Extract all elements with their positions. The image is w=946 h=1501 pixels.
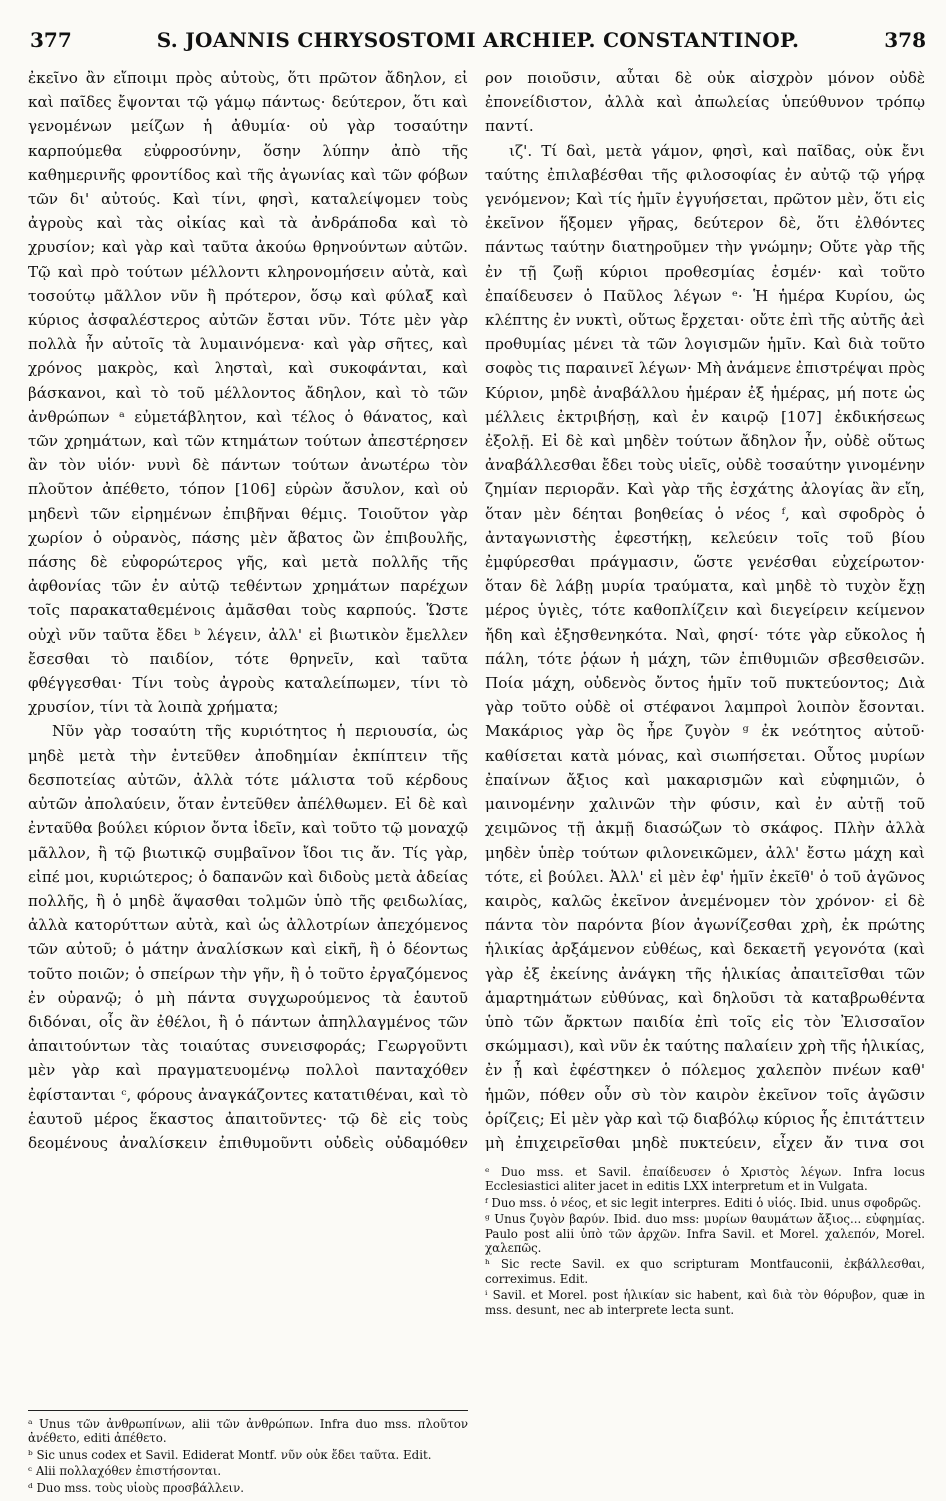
footnote: ʰ Sic recte Savil. ex quo scripturam Montfauconii, ἐκβάλλεσθαι, correximus. Edit. xyxy=(485,1257,925,1286)
page-number-right: 378 xyxy=(884,28,926,52)
footnote: ᵃ Unus τῶν ἀνθρωπίνων, alii τῶν ἀνθρώπων. Infra duo mss. πλοῦτον ἀνέθετο, editi ἀπέθετο. xyxy=(28,1417,468,1446)
footnote: ᶠ Duo mss. ὁ νέος, et sic legit interpres. Editi ὁ υἱός. Ibid. unus σφοδρῶς. xyxy=(485,1195,922,1210)
footnote: ᵉ Duo mss. et Savil. ἐπαίδευσεν ὁ Χριστὸς λέγων. Infra locus Ecclesiastici aliter jacet in editis LXX interpretum et in Vulgata. xyxy=(485,1165,925,1194)
left-paragraph-1: ἐκεῖνο ἂν εἴποιμι πρὸς αὐτοὺς, ὅτι πρῶτον ἄδηλον, εἰ καὶ παῖδες ἔψονται τῷ γάμῳ πάντως· δεύτερον, ὅτι καὶ γενομένων μείζων ἡ ἀθυμία· οὐ γὰρ τοσαύτην καρπούμεθα εὐφροσύνην, ὅσην λύπην ἀπὸ τῆς καθημερινῆς φροντίδος καὶ τῆς ἀγωνίας καὶ τῶν φόβων τῶν δι' αὐτούς. Καὶ τίνι, φησὶ, καταλείψομεν τοὺς ἀγροὺς καὶ τὰς οἰκίας καὶ τὰ ἀνδράποδα καὶ τὸ χρυσίον; καὶ γὰρ καὶ ταῦτα ἀκούω θρηνούντων αὐτῶν. Τῷ καὶ πρὸ τούτων μέλλοντι κληρονομήσειν αὐτὰ, καὶ τοσούτῳ μᾶλλον νῦν ἢ πρότερον, ὅσῳ καὶ φύλαξ καὶ κύριος ἀσφαλέστερος αὐτῶν ἔσται νῦν. Τότε μὲν γὰρ πολλὰ ἦν αὐτοῖς τὰ λυμαινόμενα· καὶ γὰρ σῆτες, καὶ χρόνος μακρὸς, καὶ λησταὶ, καὶ συκοφάνται, καὶ βάσκανοι, καὶ τὸ τοῦ μέλλοντος ἄδηλον, καὶ τὸ τῶν ἀνθρώπων ᵃ εὐμετάβλητον, καὶ τέλος ὁ θάνατος, καὶ τῶν χρημάτων, καὶ τῶν κτημάτων τούτων ἀπεστέρησεν ἂν τὸν υἱόν· νυνὶ δὲ πάντων τούτων ἀνωτέρω τὸν πλοῦτον ἀπέθετο, τόπον [106] εὑρὼν ἄσυλον, καὶ οὐ μηδενὶ τῶν εἰρημένων ἐπιβῆναι θέμις. Τοιοῦτον γὰρ χωρίον ὁ οὐρανὸς, πάσης μὲν ἄβατος ὢν ἐπιβουλῆς, πάσης δὲ εὐφορώτερος γῆς, καὶ μετὰ πολλῆς τῆς ἀφθονίας τῶν ἐν αὐτῷ τεθέντων χρημάτων παρέχων τοῖς παρακαταθεμένοις ἀμᾶσθαι τοὺς καρπούς. Ὥστε οὐχὶ νῦν ταῦτα ἔδει ᵇ λέγειν, ἀλλ' εἰ βιωτικὸν ἔμελλεν ἔσεσθαι τὸ παιδίον, τότε θρηνεῖν, καὶ ταῦτα φθέγγεσθαι· Τίνι τοὺς ἀγροὺς καταλείπωμεν, τίνι τὸ χρυσίον, τίνι τὰ λοιπὰ χρήματα; xyxy=(28,69,468,717)
footnote: ᵇ Sic unus codex et Savil. Ediderat Montf. νῦν οὐκ ἔδει ταῦτα. Edit. xyxy=(28,1447,432,1462)
left-column xyxy=(28,66,468,1156)
right-paragraph-1: ρον ποιοῦσιν, αὗται δὲ οὐκ αἰσχρὸν μόνον οὐδὲ ἐπονείδιστον, ἀλλὰ καὶ ἀπωλείας ὑπεύθυνον τρόπῳ παντί. xyxy=(485,69,925,136)
left-paragraph-2: Νῦν γὰρ τοσαύτη τῆς κυριότητος ἡ περιουσία, ὡς μηδὲ μετὰ τὴν ἐντεῦθεν ἀποδημίαν ἐκπίπτειν τῆς δεσποτείας αὐτῶν, ἀλλὰ τότε μάλιστα τοῦ κέρδους αὐτῶν ἀπολαύειν, ὅταν ἐντεῦθεν ἀπέλθωμεν. Εἰ δὲ καὶ ἐνταῦθα βούλει κύριον ὄντα ἰδεῖν, καὶ τοῦτο τῷ μοναχῷ μᾶλλον, ἢ τῷ βιωτικῷ συμβαῖνον ἴδοι τις ἄν. Τίς γὰρ, εἰπέ μοι, κυριώτερος; ὁ δαπανῶν καὶ διδοὺς μετὰ ἀδείας πολλῆς, ἢ ὁ μηδὲ ἅψασθαι τολμῶν ὑπὸ τῆς φειδωλίας, ἀλλὰ κατορύττων αὐτὰ, καὶ ὡς ἀλλοτρίων ἀπεχόμενος τῶν αὐτοῦ; ὁ μάτην ἀναλίσκων καὶ εἰκῆ, ἢ ὁ δέοντως τοῦτο ποιῶν; ὁ σπείρων τὴν γῆν, ἢ ὁ τοῦτο ἐργαζόμενος ἐν οὐρανῷ; ὁ μὴ πάντα συγχωρούμενος τὰ ἑαυτοῦ διδόναι, οἷς ἂν ἐθέλοι, ἢ ὁ πάντων ἀπηλλαγμένος τῶν ἀπαιτούντων τὰς τοιαύτας συνεισφοράς; Γεωργοῦντι μὲν γὰρ καὶ πραγματευομένῳ πολλοὶ πανταχόθεν ἐφίστανται ᶜ, φόρους ἀναγκάζοντες κατατιθέναι, καὶ τὸ ἑαυτοῦ μέρος ἕκαστος ἀπαιτοῦντες· τῷ δὲ εἰς τοὺς δεομένους ἀναλίσκειν ἐπιθυμοῦντι οὐδεὶς οὐδαμόθεν xyxy=(28,722,468,1152)
running-header xyxy=(30,28,926,54)
right-paragraph-2: ιζ'. Τί δαὶ, μετὰ γάμον, φησὶ, καὶ παῖδας, οὐκ ἔνι ταύτης ἐπιλαβέσθαι τῆς φιλοσοφίας ἐν αὐτῷ τῷ γήρᾳ γενόμενον; Καὶ τίς ἡμῖν ἐγγυήσεται, πρῶτον μὲν, ὅτι εἰς ἐκεῖνον ἥξομεν γῆρας, δεύτερον δὲ, ὅτι ἐλθόντες πάντως ταύτην διατηροῦμεν τὴν γνώμην; Οὔτε γὰρ τῆς ἐν τῇ ζωῇ κύριοι προθεσμίας ἐσμέν· καὶ τοῦτο ἐπαίδευσεν ὁ Παῦλος λέγων ᵉ· Ἡ ἡμέρα Κυρίου, ὡς κλέπτης ἐν νυκτὶ, οὕτως ἔρχεται· οὔτε ἐπὶ τῆς αὐτῆς ἀεὶ προθυμίας μένει τὰ τῶν λογισμῶν ἡμῖν. Καὶ διὰ τοῦτο σοφὸς τις παραινεῖ λέγων· Μὴ ἀνάμενε ἐπιστρέψαι πρὸς Κύριον, μηδὲ ἀναβάλλου ἡμέραν ἐξ ἡμέρας, μή ποτε ὡς μέλλεις ἐκτριβήσῃ, καὶ ἐν καιρῷ [107] ἐκδικήσεως ἐξολῇ. Εἰ δὲ καὶ μηδὲν τούτων ἄδηλον ἦν, οὐδὲ οὕτως ἀναβάλλεσθαι ἔδει τοὺς υἱεῖς, οὐδὲ τοσαύτην γινομένην ζημίαν περιορᾶν. Καὶ γὰρ τῆς ἐσχάτης ἀλογίας ἂν εἴη, ὅταν μὲν δέηται βοηθείας ὁ νέος ᶠ, καὶ σφοδρὸς ὁ ἀνταγωνιστὴς ἐφεστήκῃ, κελεύειν τοῖς τοῦ βίου ἐμφύρεσθαι πράγμασιν, ὥστε γενέσθαι εὐχείρωτον· ὅταν δὲ λάβῃ μυρία τραύματα, καὶ μηδὲ τὸ τυχὸν ἔχῃ μέρος ὑγιὲς, τότε καθοπλίζειν καὶ διεγείρειν κείμενον ἤδη καὶ ἐξησθενηκότα. Ναὶ, φησί· τότε γὰρ εὔκολος ἡ πάλη, τότε ῥᾴων ἡ μάχη, τῶν ἐπιθυμιῶν σβεσθεισῶν. Ποία μάχη, οὐδενὸς ὄντος ἡμῖν τοῦ πυκτεύοντος; Διὰ γὰρ τοῦτο οὐδὲ οἱ στέφανοι λαμπροὶ λοιπὸν ἔσονται. Μακάριος γὰρ ὃς ἦρε ζυγὸν ᵍ ἐκ νεότητος αὐτοῦ· καθίσεται κατὰ μόνας, καὶ σιωπήσεται. Οὗτος μυρίων ἐπαίνων ἄξιος καὶ μακαρισμῶν καὶ εὐφημιῶν, ὁ μαινομένην χαλινῶν τὴν φύσιν, καὶ ἐν αὐτῇ τοῦ χειμῶνος τῇ ἀκμῇ διασώζων τὸ σκάφος. Πλὴν ἀλλὰ μηδὲν ὑπὲρ τούτων φιλονεικῶμεν, ἀλλ' ἔστω μάχη καὶ τότε, εἰ βούλει. Ἀλλ' εἰ μὲν ἐφ' ἡμῖν ἐκεῖθ' ὁ τοῦ ἀγῶνος καιρὸς, καλῶς ἐκεῖνον ἀνεμένομεν τὸν χρόνον· εἰ δὲ πάντα τὸν παρόντα βίον ἀγωνίζεσθαι χρὴ, ἐκ πρώτης ἡλικίας ἀρξάμενον εὐθέως, καὶ δεκαετῆ γεγονότα (καὶ γὰρ ἐξ ἐκείνης ἀνάγκη τῆς ἡλικίας ἀπαιτεῖσθαι τῶν ἁμαρτημάτων εὐθύνας, καὶ δηλοῦσι τὰ καταβρωθέντα ὑπὸ τῶν ἄρκτων παιδία ἐπὶ τοῖς εἰς τὸν Ἐλισσαῖον σκώμμασι), καὶ νῦν ἐκ ταύτης παλαίειν χρὴ τῆς ἡλικίας, ἐν ᾗ καὶ ἐφέστηκεν ὁ πόλεμος χαλεπὸν πνέων καθ' ἡμῶν, πόθεν οὖν σὺ τὸν καιρὸν ἐκεῖνον τοῖς ἀγῶσιν ὁρίζεις; Εἰ μὲν γὰρ καὶ τῷ διαβόλῳ κύριος ἧς ἐπιτάττειν μὴ ἐπιχειρεῖσθαι μηδὲ πυκτεύειν, εἶχεν ἄν τινα σοι xyxy=(485,141,925,1152)
running-title: S. JOANNIS CHRYSOSTOMI ARCHIEP. CONSTANTINOP. xyxy=(156,28,800,52)
page-number-left: 377 xyxy=(30,28,72,52)
footnote: ⁱ Savil. et Morel. post ἡλικίαν sic habent, καὶ διὰ τὸν θόρυβον, quæ in mss. desunt, nec ab interprete lecta sunt. xyxy=(485,1288,925,1317)
footnote: ᶜ Alii πολλαχόθεν ἐπιστήσονται. xyxy=(28,1464,222,1479)
footnotes-right xyxy=(485,1165,925,1319)
footnote: ᵈ Duo mss. τοὺς υἱοὺς προσβάλλειν. xyxy=(28,1480,244,1495)
footnote: ᵍ Unus ζυγὸν βαρύν. Ibid. duo mss: μυρίων θαυμάτων ἄξιος... εὐφημίας. Paulo post alii ὑπὸ τῶν ἀρχῶν. Infra Savil. et Morel. χαλεπόν, Morel. χαλεπῶς. xyxy=(485,1212,925,1256)
footnotes-left xyxy=(28,1410,468,1497)
right-column xyxy=(485,66,925,1156)
